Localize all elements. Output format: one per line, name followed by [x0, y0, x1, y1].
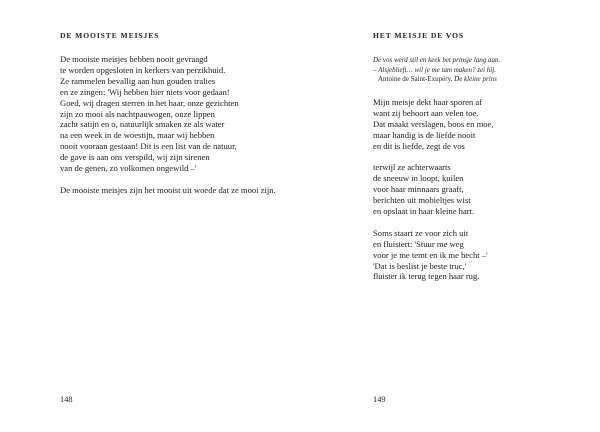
- poem-line: en fluistert: 'Stuur me weg: [373, 238, 464, 249]
- stanza: [60, 54, 276, 174]
- poem-line: na een week in de woestijn, maar wij hebben: [60, 130, 215, 141]
- epigraph-author: Antoine de Saint-Exupéry,: [378, 75, 453, 84]
- right-page: [300, 0, 600, 432]
- epigraph-line: – Alsjeblieft… wil je me tam maken? zei hij.: [373, 65, 496, 74]
- poem-line: fluister ik terug tegen haar rug.: [373, 271, 480, 282]
- poem-line: en dit is liefde, zegt de vos: [373, 140, 465, 151]
- epigraph-attribution: [373, 75, 500, 85]
- stanza: [373, 162, 494, 217]
- poem-line: maar handig is de liefde nooit: [373, 129, 476, 140]
- epigraph-line: De vos werd stil en keek het prinsje lang aan.: [373, 56, 501, 64]
- poem-line: Ze rammelen bevallig aan hun gouden tralies: [60, 75, 216, 86]
- poem-line: Dat maakt verslagen, boos en moe,: [373, 118, 494, 129]
- poem-line: voor je me temt en ik me hecht –': [373, 249, 488, 260]
- page-number: 149: [373, 395, 386, 404]
- stanza: [373, 228, 494, 283]
- poem-line: 'Dat is beslist je beste truc,': [373, 260, 467, 271]
- poem-line: De mooiste meisjes hebben nooit gevraagd: [60, 54, 208, 64]
- stanza: [373, 97, 494, 152]
- poem-line: Goed, wij dragen sterren in het haar, onze gezichten: [60, 97, 239, 108]
- poem-line: en opslaat in haar kleine hart.: [373, 206, 475, 217]
- poem-line: berichten uit mobieltjes wist: [373, 195, 471, 206]
- poem-title: HET MEISJE DE VOS: [373, 31, 465, 40]
- epigraph-work: De kleine prins: [454, 75, 497, 84]
- poem-line: terwijl ze achterwaarts: [373, 162, 451, 173]
- poem-line: van de genen, zo volkomen ongewild –': [60, 163, 197, 174]
- epigraph: [373, 56, 500, 85]
- page-number: 148: [60, 395, 73, 404]
- poem-line: voor haar minnaars graaft,: [373, 184, 464, 195]
- poem-body: [60, 54, 276, 207]
- poem-line: Mijn meisje dekt haar sporen af: [373, 97, 483, 107]
- stanza: [60, 185, 276, 196]
- poem-line: de gave is aan ons verspild, wij zijn sirenen: [60, 152, 210, 163]
- poem-line: zacht satijn en o, natuurlijk smaken ze als water: [60, 119, 225, 130]
- poem-line: en ze zingen: 'Wij hebben hier niets voor gedaan!: [60, 86, 230, 97]
- poem-title: DE MOOISTE MEISJES: [60, 31, 160, 40]
- poem-line: De mooiste meisjes zijn het mooist uit woede dat ze mooi zijn.: [60, 184, 276, 195]
- poem-line: want zij behoort aan velen toe.: [373, 107, 479, 118]
- poem-line: zijn zo mooi als nachtpauwogen, onze lippen: [60, 108, 215, 119]
- poem-line: Soms staart ze voor zich uit: [373, 227, 469, 238]
- poem-line: de sneeuw in loopt, kuilen: [373, 173, 464, 184]
- poem-line: te worden opgesloten in kerkers van perzikhuid.: [60, 64, 226, 75]
- poem-body: [373, 97, 494, 293]
- poem-line: nooit vooraan gestaan! Dit is een list van de natuur,: [60, 141, 237, 152]
